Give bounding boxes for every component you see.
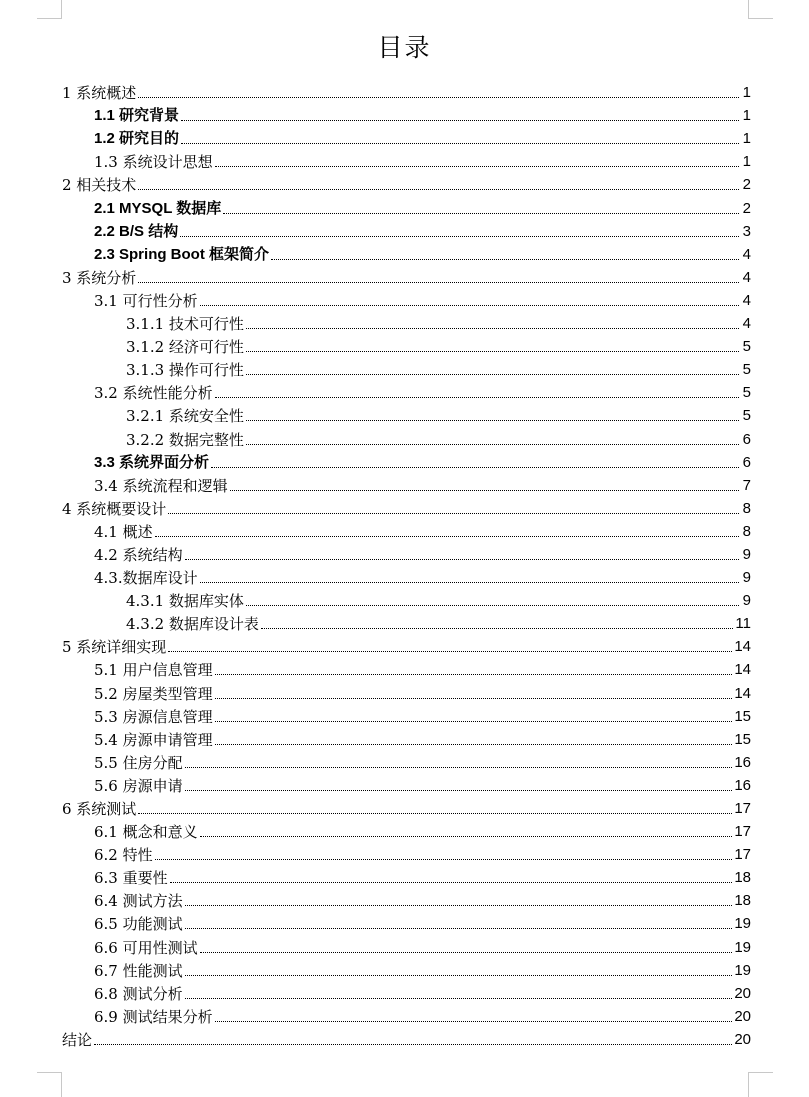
toc-page-number: 5 [742, 338, 751, 356]
toc-entry[interactable] [0, 864, 809, 887]
toc-page-number: 20 [734, 1030, 751, 1048]
toc-entry[interactable] [0, 795, 809, 818]
toc-entry[interactable] [0, 610, 809, 633]
toc-entry-title: 5.6 房源申请 [94, 776, 183, 795]
toc-entry[interactable] [0, 264, 809, 287]
toc-entry-title: 5.3 房源信息管理 [94, 707, 213, 726]
toc-page-number: 17 [734, 846, 751, 864]
toc-page-number: 14 [734, 684, 751, 702]
toc-page-number: 2 [742, 176, 751, 194]
toc-page-number: 4 [742, 291, 751, 309]
toc-page-number: 4 [742, 268, 751, 286]
toc-entry[interactable] [0, 241, 809, 264]
toc-entry-title: 2.1 MYSQL 数据库 [94, 199, 222, 217]
toc-dot-leader [181, 143, 739, 144]
toc-entry-title: 6.4 测试方法 [94, 892, 183, 911]
page-title: 目录 [377, 33, 432, 62]
toc-dot-leader [215, 397, 739, 398]
toc-entry-title: 6.9 测试结果分析 [94, 1007, 213, 1026]
toc-page-number: 20 [734, 1007, 751, 1025]
toc-entry[interactable] [0, 841, 809, 864]
crop-mark-top-left [37, 0, 62, 19]
toc-entry-title: 3.2.2 数据完整性 [126, 430, 244, 449]
toc-entry-title: 4.3.数据库设计 [94, 569, 198, 588]
toc-dot-leader [215, 744, 733, 745]
crop-mark-top-right [748, 0, 773, 19]
toc-dot-leader [215, 1021, 733, 1022]
toc-entry[interactable] [0, 633, 809, 656]
toc-dot-leader [181, 120, 739, 121]
toc-entry[interactable] [0, 379, 809, 402]
toc-entry-title: 3.2 系统性能分析 [94, 384, 213, 403]
toc-entry-title: 6.8 测试分析 [94, 984, 183, 1003]
toc-dot-leader [246, 420, 739, 421]
toc-entry-title: 3.3 系统界面分析 [94, 453, 210, 471]
toc-page-number: 17 [734, 800, 751, 817]
toc-entry[interactable] [0, 310, 809, 333]
toc-dot-leader [215, 721, 733, 722]
toc-entry-title: 3.1.1 技术可行性 [126, 315, 244, 334]
toc-entry-title: 5.1 用户信息管理 [94, 661, 213, 680]
toc-dot-leader [246, 444, 739, 445]
toc-entry-title: 4.3.2 数据库设计表 [126, 615, 259, 634]
toc-page-number: 6 [742, 430, 751, 448]
toc-entry[interactable] [0, 356, 809, 379]
toc-entry[interactable] [0, 333, 809, 356]
toc-dot-leader [215, 698, 733, 699]
toc-entry[interactable] [0, 425, 809, 448]
toc-page-number: 7 [742, 476, 751, 494]
toc-dot-leader [168, 513, 739, 514]
toc-page-number: 9 [742, 592, 751, 610]
toc-page-number: 16 [734, 753, 751, 771]
toc-entry-title: 1.2 研究目的 [94, 130, 180, 148]
toc-page-number: 5 [742, 407, 751, 425]
toc-entry-title: 3.2.1 系统安全性 [126, 407, 244, 426]
toc-page-number: 1 [742, 153, 751, 171]
toc-dot-leader [246, 351, 739, 352]
toc-dot-leader [246, 328, 739, 329]
toc-entry[interactable] [0, 472, 809, 495]
toc-page-number: 1 [742, 130, 751, 148]
toc-entry[interactable] [0, 980, 809, 1003]
toc-page-number: 19 [734, 938, 751, 956]
toc-entry[interactable] [0, 79, 809, 102]
toc-entry-title: 5.2 房屋类型管理 [94, 684, 213, 703]
toc-dot-leader [180, 236, 739, 237]
toc-entry-title: 3 系统分析 [62, 268, 137, 287]
toc-page-number: 8 [742, 522, 751, 540]
toc-entry-title: 6.7 性能测试 [94, 961, 183, 980]
toc-page-number: 1 [742, 84, 751, 102]
toc-dot-leader [138, 813, 732, 814]
toc-entry[interactable] [0, 772, 809, 795]
toc-entry-title: 6.5 功能测试 [94, 915, 183, 934]
toc-entry[interactable] [0, 749, 809, 772]
toc-entry-title: 2 相关技术 [62, 176, 137, 195]
toc-entry-title: 5 系统详细实现 [62, 638, 167, 657]
toc-entry[interactable] [0, 287, 809, 310]
toc-entry[interactable] [0, 679, 809, 702]
toc-dot-leader [185, 559, 739, 560]
toc-entry-title: 6 系统测试 [62, 800, 137, 818]
toc-page-number: 6 [742, 453, 751, 471]
toc-dot-leader [138, 189, 739, 190]
toc-entry[interactable] [0, 587, 809, 610]
toc-entry[interactable] [0, 887, 809, 910]
toc-page-number: 14 [734, 661, 751, 679]
toc-entry[interactable] [0, 1026, 809, 1049]
toc-entry[interactable] [0, 726, 809, 749]
toc-entry-title: 1.3 系统设计思想 [94, 153, 213, 172]
toc-entry[interactable] [0, 148, 809, 171]
toc-entry-title: 3.1.3 操作可行性 [126, 361, 244, 380]
toc-page-number: 18 [734, 892, 751, 910]
toc-dot-leader [215, 166, 739, 167]
toc-page-number: 9 [742, 569, 751, 587]
toc-entry[interactable] [0, 933, 809, 956]
toc-page-number: 20 [734, 984, 751, 1002]
toc-dot-leader [155, 859, 733, 860]
toc-dot-leader [223, 213, 739, 214]
toc-dot-leader [138, 97, 739, 98]
crop-mark-bottom-left [37, 1072, 62, 1097]
toc-entry-title: 5.5 住房分配 [94, 753, 183, 772]
toc-dot-leader [246, 605, 739, 606]
toc-entry[interactable] [0, 518, 809, 541]
toc-entry-title: 4.1 概述 [94, 522, 153, 541]
toc-entry-title: 6.3 重要性 [94, 869, 168, 888]
toc-entry[interactable] [0, 656, 809, 679]
toc-entry[interactable] [0, 564, 809, 587]
toc-entry-title: 1 系统概述 [62, 84, 137, 103]
toc-entry[interactable] [0, 102, 809, 125]
toc-entry[interactable] [0, 218, 809, 241]
toc-entry[interactable] [0, 957, 809, 980]
toc-dot-leader [211, 467, 739, 468]
toc-entry-title: 4.3.1 数据库实体 [126, 592, 244, 611]
toc-entry[interactable] [0, 910, 809, 933]
toc-entry[interactable] [0, 818, 809, 841]
toc-page-number: 15 [734, 730, 751, 748]
toc-dot-leader [230, 490, 739, 491]
toc-dot-leader [261, 628, 733, 629]
toc-entry-title: 5.4 房源申请管理 [94, 730, 213, 749]
toc-entry-title: 6.6 可用性测试 [94, 938, 198, 957]
toc-entry-title: 4.2 系统结构 [94, 545, 183, 564]
toc-dot-leader [215, 674, 733, 675]
toc-page-number: 17 [734, 823, 751, 841]
toc-dot-leader [138, 282, 739, 283]
toc-dot-leader [200, 582, 739, 583]
toc-page-number: 16 [734, 776, 751, 794]
toc-entry[interactable] [0, 171, 809, 194]
toc-entry-title: 3.1.2 经济可行性 [126, 338, 244, 357]
toc-page-number: 18 [734, 869, 751, 887]
toc-page-number: 19 [734, 915, 751, 933]
toc-page-number: 8 [742, 499, 751, 517]
table-of-contents [0, 79, 809, 1049]
toc-entry[interactable] [0, 1003, 809, 1026]
toc-page-number: 5 [742, 361, 751, 379]
toc-page-number: 15 [734, 707, 751, 725]
toc-dot-leader [246, 374, 739, 375]
toc-entry[interactable] [0, 402, 809, 425]
toc-dot-leader [170, 882, 733, 883]
toc-entry-title: 2.2 B/S 结构 [94, 222, 179, 240]
toc-dot-leader [155, 536, 739, 537]
crop-mark-bottom-right [748, 1072, 773, 1097]
toc-entry[interactable] [0, 495, 809, 518]
toc-entry-title: 4 系统概要设计 [62, 499, 167, 518]
toc-entry-title: 结论 [62, 1030, 93, 1049]
toc-dot-leader [168, 651, 732, 652]
toc-dot-leader [185, 905, 733, 906]
toc-entry[interactable] [0, 449, 809, 472]
toc-dot-leader [200, 836, 733, 837]
toc-entry[interactable] [0, 125, 809, 148]
toc-dot-leader [200, 305, 739, 306]
toc-page-number: 1 [742, 107, 751, 125]
toc-entry[interactable] [0, 194, 809, 217]
toc-dot-leader [185, 975, 733, 976]
toc-entry[interactable] [0, 541, 809, 564]
toc-dot-leader [200, 952, 733, 953]
toc-page-number: 4 [742, 315, 751, 333]
toc-dot-leader [271, 259, 739, 260]
toc-dot-leader [185, 790, 733, 791]
toc-dot-leader [185, 928, 733, 929]
toc-entry-title: 3.4 系统流程和逻辑 [94, 476, 228, 495]
toc-page-number: 3 [742, 222, 751, 240]
toc-page-number: 11 [735, 615, 751, 633]
toc-entry-title: 3.1 可行性分析 [94, 291, 198, 310]
toc-page-number: 14 [734, 638, 751, 656]
toc-dot-leader [94, 1044, 732, 1045]
toc-page-number: 9 [742, 545, 751, 563]
toc-entry[interactable] [0, 703, 809, 726]
toc-page-number: 19 [734, 961, 751, 979]
toc-entry-title: 1.1 研究背景 [94, 107, 180, 125]
toc-entry-title: 6.1 概念和意义 [94, 823, 198, 842]
toc-entry-title: 2.3 Spring Boot 框架简介 [94, 245, 270, 263]
toc-entry-title: 6.2 特性 [94, 846, 153, 865]
toc-page-number: 5 [742, 384, 751, 402]
toc-dot-leader [185, 767, 733, 768]
toc-page-number: 4 [742, 245, 751, 263]
toc-dot-leader [185, 998, 733, 999]
toc-page-number: 2 [742, 199, 751, 217]
